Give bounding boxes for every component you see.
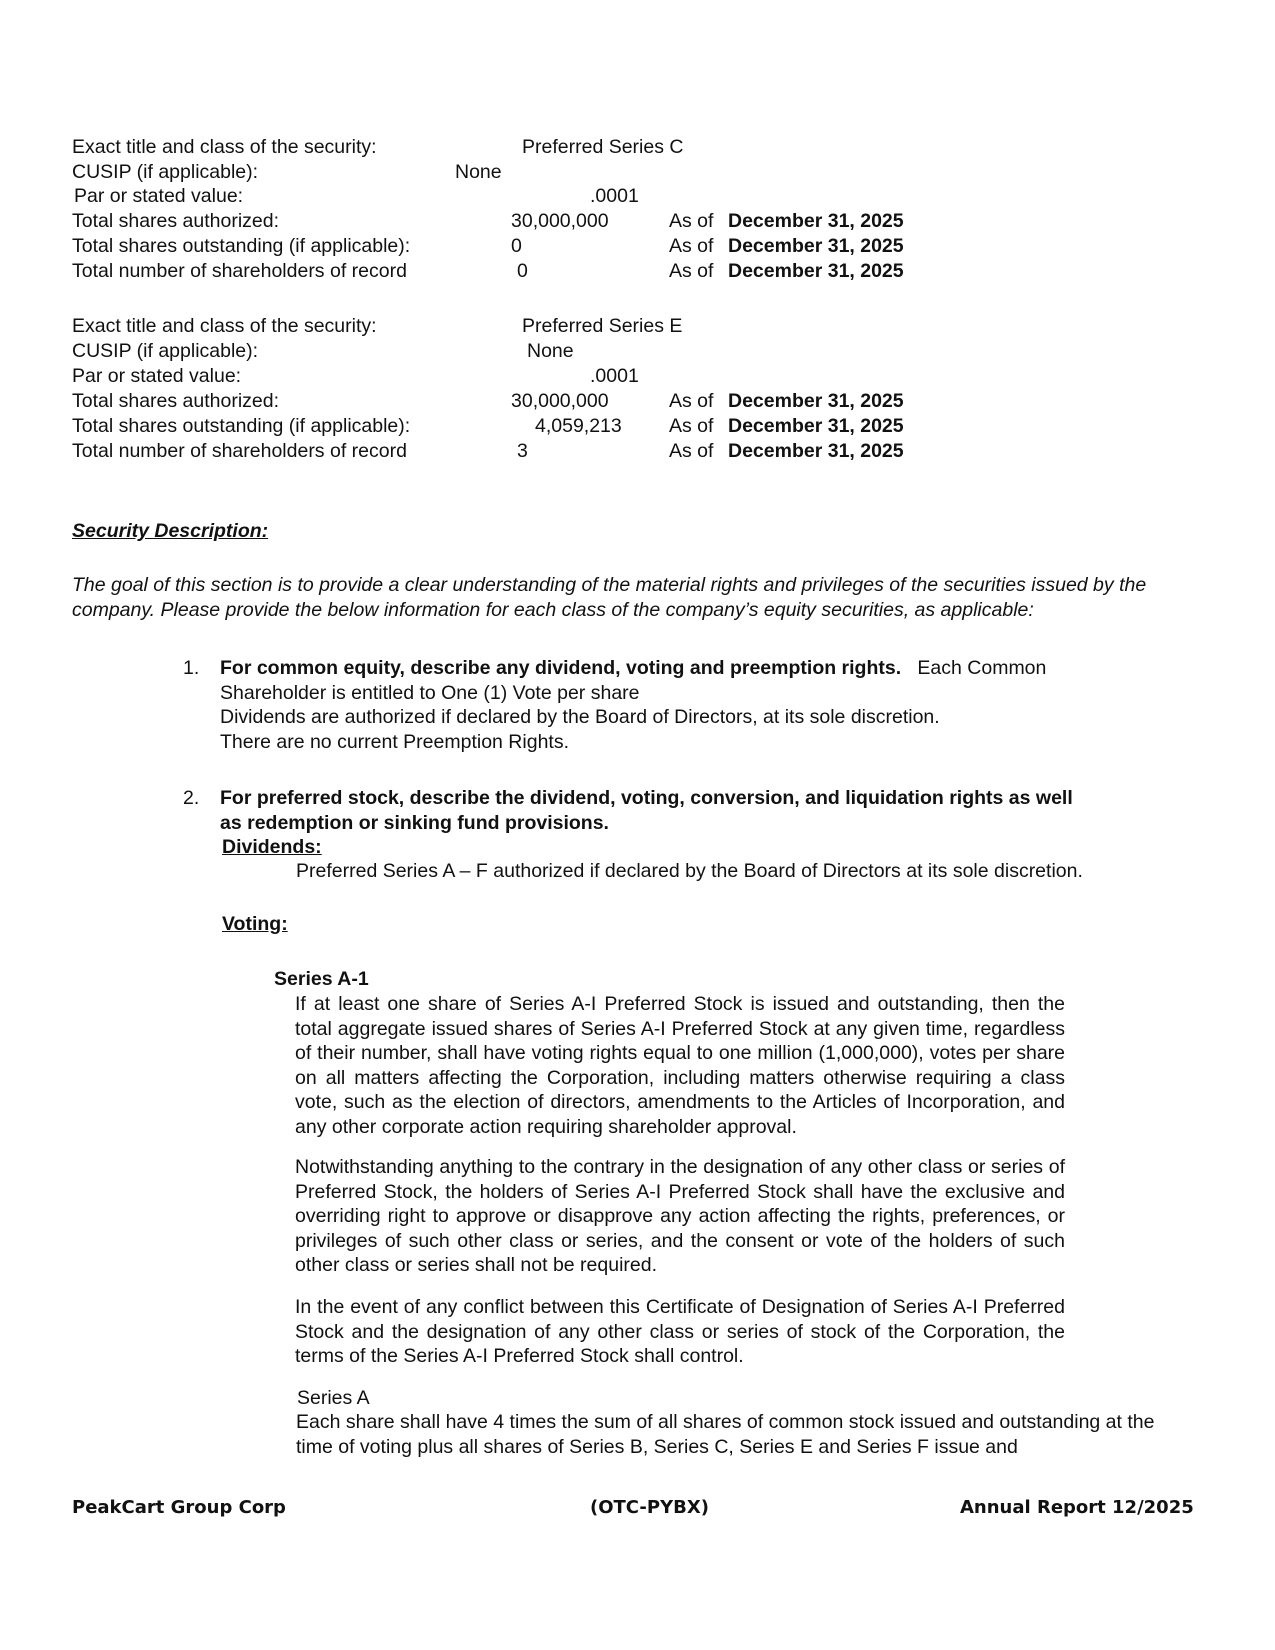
outstanding-value: 4,059,213 <box>535 415 622 437</box>
footer-report: Annual Report 12/2025 <box>960 1497 1194 1518</box>
outstanding-value: 0 <box>511 235 522 257</box>
as-of-date: December 31, 2025 <box>728 210 904 232</box>
par-value: .0001 <box>590 365 639 387</box>
holders-label: Total number of shareholders of record <box>72 440 407 462</box>
voting-heading: Voting: <box>222 913 288 935</box>
holders-label: Total number of shareholders of record <box>72 260 407 282</box>
list-item-number: 1. <box>183 657 200 679</box>
list-item-1 <box>220 656 1100 754</box>
footer-company: PeakCart Group Corp <box>72 1497 286 1518</box>
series-a1-paragraph: If at least one share of Series A-I Preferred Stock is issued and outstanding, then the total aggregate issued shares of Series A-I Preferred Stock at any given time, regardless of their number, shall have voting rights equal to one million (1,000,000), votes per share on all matters affecting the Corporation, including matters otherwise requiring a class vote, such as the election of directors, amendments to the Articles of Incorporation, and any other corporate action requiring shareholder approval. <box>295 993 1065 1138</box>
as-of-date: December 31, 2025 <box>728 260 904 282</box>
as-of-label: As of <box>669 390 714 412</box>
cusip-value: None <box>455 161 502 183</box>
section-heading: Security Description: <box>72 520 269 542</box>
as-of-label: As of <box>669 210 714 232</box>
series-a1-heading: Series A-1 <box>274 968 369 990</box>
par-label: Par or stated value: <box>74 185 244 207</box>
authorized-value: 30,000,000 <box>511 390 609 412</box>
as-of-label: As of <box>669 235 714 257</box>
as-of-date: December 31, 2025 <box>728 440 904 462</box>
authorized-value: 30,000,000 <box>511 210 609 232</box>
cusip-label: CUSIP (if applicable): <box>72 161 259 183</box>
as-of-date: December 31, 2025 <box>728 415 904 437</box>
title-value: Preferred Series E <box>522 315 683 337</box>
item-1-heading: For common equity, describe any dividend, voting and preemption rights. <box>220 657 902 679</box>
cusip-label: CUSIP (if applicable): <box>72 340 259 362</box>
list-item-number: 2. <box>183 787 200 809</box>
outstanding-label: Total shares outstanding (if applicable): <box>72 235 411 257</box>
series-a-heading: Series A <box>297 1387 370 1409</box>
item-1-text: Each Common Shareholder is entitled to One (1) Vote per share <box>220 657 1047 704</box>
title-label: Exact title and class of the security: <box>72 315 377 337</box>
series-a1-paragraph: Notwithstanding anything to the contrary in the designation of any other class or series of Preferred Stock, the holders of Series A-I Preferred Stock shall have the exclusive and overriding right to approve or disapprove any action affecting the rights, preferences, or privileges of such other class or series, and the consent or vote of the holders of such other class or series shall not be required. <box>295 1156 1065 1276</box>
series-a1-paragraph: In the event of any conflict between this Certificate of Designation of Series A-I Preferred Stock and the designation of any other class or series of stock of the Corporation, the terms of the Series A-I Preferred Stock shall control. <box>295 1296 1065 1367</box>
section-intro: The goal of this section is to provide a clear understanding of the material rights and privileges of the securities issued by the company. Please provide the below information for each class of the company’s equity securities, as applicable: <box>72 574 1147 621</box>
as-of-label: As of <box>669 260 714 282</box>
outstanding-label: Total shares outstanding (if applicable): <box>72 415 411 437</box>
dividends-text: Preferred Series A – F authorized if declared by the Board of Directors at its sole discretion. <box>296 860 1083 882</box>
title-value: Preferred Series C <box>522 136 684 158</box>
cusip-value: None <box>527 340 574 362</box>
item-1-preemption: There are no current Preemption Rights. <box>220 730 570 753</box>
holders-value: 0 <box>517 260 528 282</box>
footer-ticker: (OTC-PYBX) <box>590 1497 709 1518</box>
par-label: Par or stated value: <box>72 365 242 387</box>
par-value: .0001 <box>590 185 639 207</box>
as-of-label: As of <box>669 440 714 462</box>
dividends-heading: Dividends: <box>222 836 322 858</box>
series-a-text: Each share shall have 4 times the sum of all shares of common stock issued and outstanding at the time of voting plus all shares of Series B, Series C, Series E and Series F issue and <box>296 1411 1155 1458</box>
as-of-date: December 31, 2025 <box>728 390 904 412</box>
authorized-label: Total shares authorized: <box>72 210 280 232</box>
holders-value: 3 <box>517 440 528 462</box>
item-2-heading: For preferred stock, describe the dividend, voting, conversion, and liquidation rights as well as redemption or sinking fund provisions. <box>220 787 1073 834</box>
item-1-dividends: Dividends are authorized if declared by the Board of Directors, at its sole discretion. <box>220 706 940 728</box>
as-of-date: December 31, 2025 <box>728 235 904 257</box>
authorized-label: Total shares authorized: <box>72 390 280 412</box>
title-label: Exact title and class of the security: <box>72 136 377 158</box>
as-of-label: As of <box>669 415 714 437</box>
